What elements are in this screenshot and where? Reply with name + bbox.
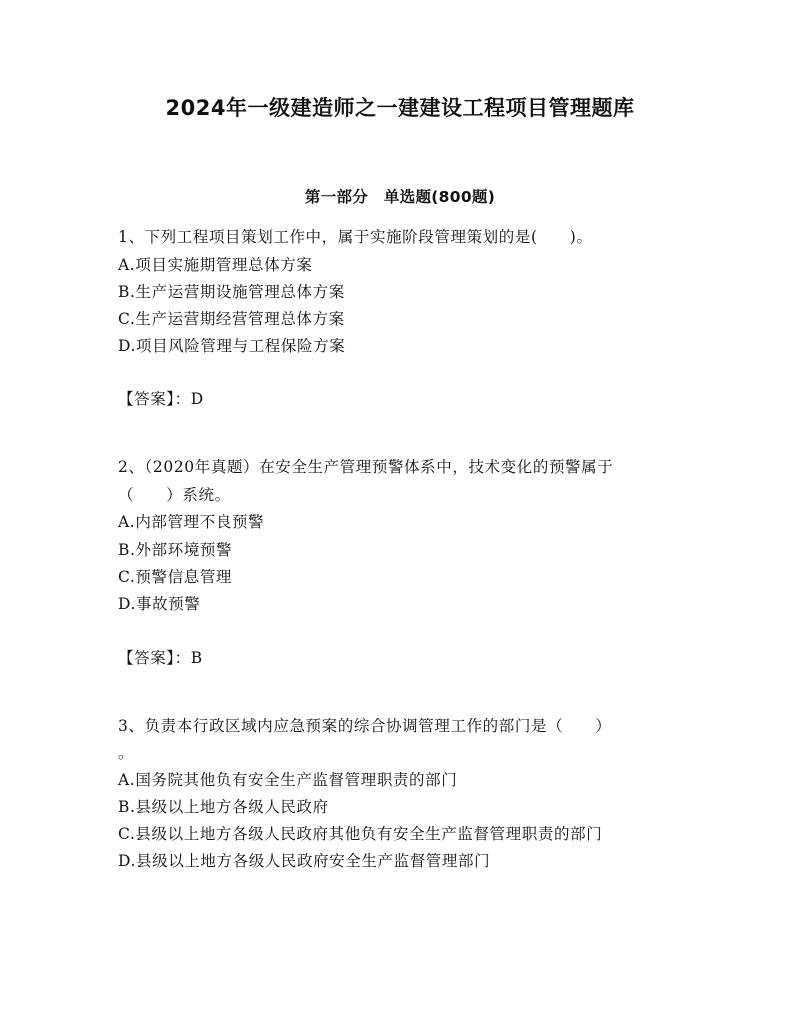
answer-label: 【答案】： (118, 390, 191, 408)
option-c: C.预警信息管理 (118, 568, 233, 586)
option-d: D.项目风险管理与工程保险方案 (118, 337, 346, 355)
answer-line (118, 389, 204, 409)
section-heading: 第一部分 单选题(800题) (304, 188, 496, 206)
question-stem-cont: （ ）系统。 (118, 486, 231, 504)
option-c: C.生产运营期经营管理总体方案 (118, 310, 345, 328)
answer-label: 【答案】： (118, 649, 191, 667)
option-b: B.生产运营期设施管理总体方案 (118, 283, 345, 301)
option-b: B.外部环境预警 (118, 541, 233, 559)
answer-value: B (190, 649, 203, 667)
question-stem: 1、下列工程项目策划工作中，属于实施阶段管理策划的是( )。 (118, 228, 593, 246)
question-stem: 3、负责本行政区域内应急预案的综合协调管理工作的部门是（ ） (118, 717, 612, 735)
option-a: A.国务院其他负有安全生产监督管理职责的部门 (118, 771, 458, 789)
answer-line (118, 648, 203, 668)
question-stem: 2、（2020年真题）在安全生产管理预警体系中，技术变化的预警属于 (118, 458, 614, 476)
question-stem-cont: 。 (118, 744, 135, 762)
option-c: C.县级以上地方各级人民政府其他负有安全生产监督管理职责的部门 (118, 825, 603, 843)
option-d: D.县级以上地方各级人民政府安全生产监督管理部门 (118, 852, 491, 870)
option-a: A.内部管理不良预警 (118, 513, 265, 531)
answer-value: D (190, 390, 204, 408)
option-a: A.项目实施期管理总体方案 (118, 256, 313, 274)
option-d: D.事故预警 (118, 595, 201, 613)
document-title: 2024年一级建造师之一建建设工程项目管理题库 (165, 96, 635, 120)
option-b: B.县级以上地方各级人民政府 (118, 798, 329, 816)
